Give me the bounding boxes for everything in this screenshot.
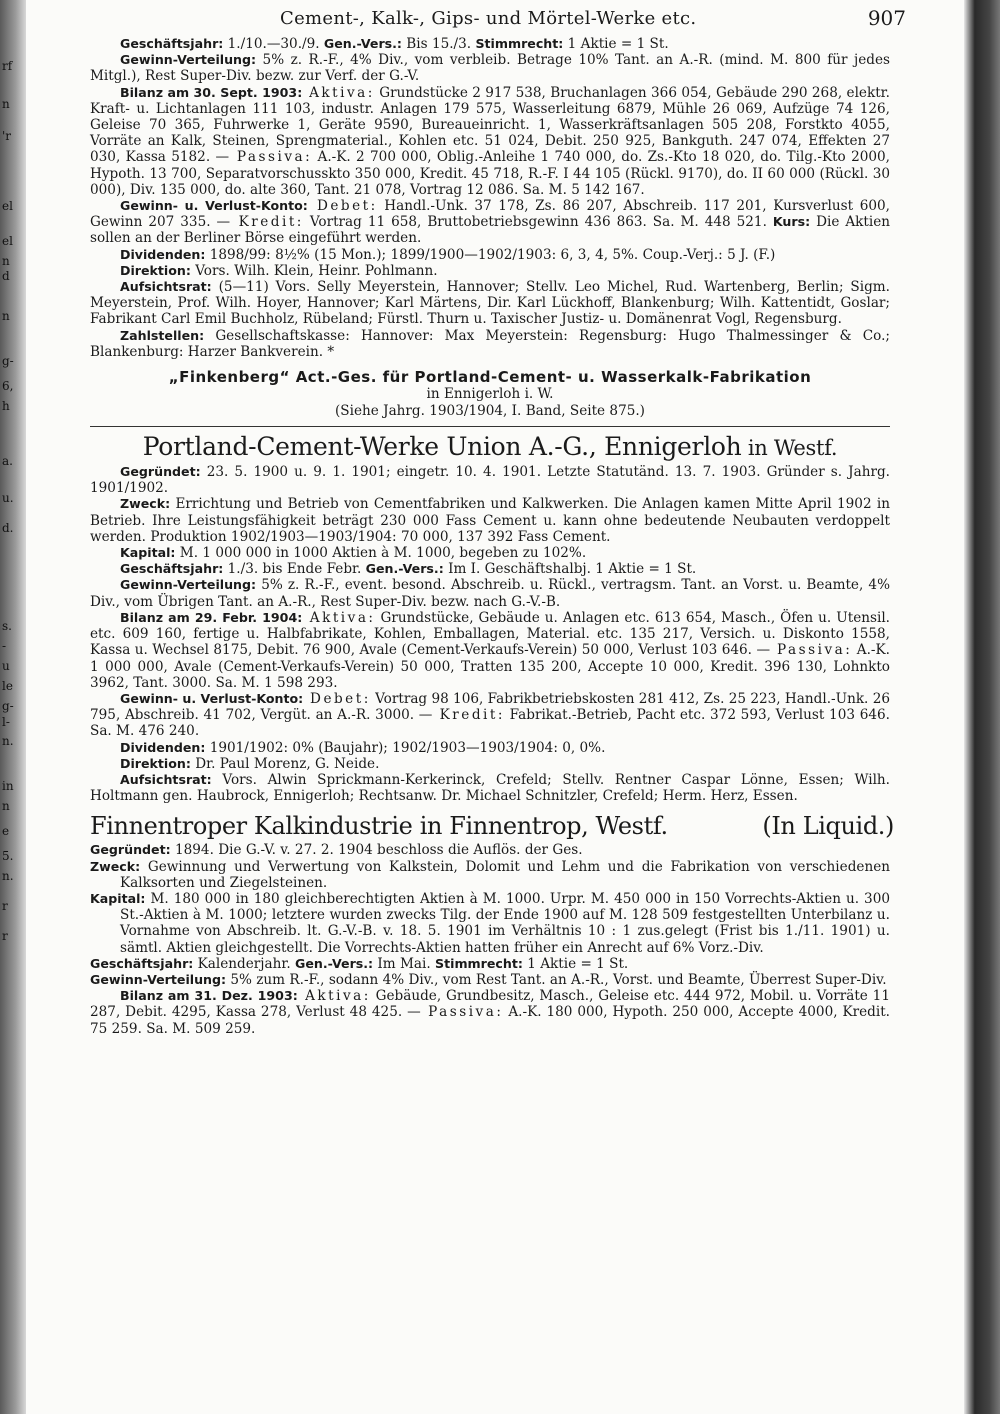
page-content — [90, 6, 906, 1037]
gutter-fragment: n — [2, 254, 10, 268]
gutter-fragment: el — [2, 234, 13, 248]
gutter-fragment: d — [2, 269, 10, 283]
s1-bilanz: Bilanz am 30. Sept. 1903: Aktiva: Grundstücke 2 917 538, Bruchanlagen 366 054, Gebäude 290 268, elektr. Kraft- u. Lichtanlagen 111 103, industr. Anlagen 179 575, Wasserleitung 6879, Mühle 26 069, Aufzüge 74 126, Geleise 70 365, Fuhrwerke 1, Geräte 9590, Bureaueinricht. 1, Wasserkräftsanlagen 505 208, Forstkto 4055, Vorräte an Kalk, Steinen, Sprengmaterial., Kohlen etc. 51 024, Debit. 250 925, Bankguth. 247 074, Effekten 27 030, Kassa 5182. — Passiva: A.-K. 2 700 000, Oblig.-Anleihe 1 740 000, do. Zs.-Kto 18 020, do. Tilg.-Kto 2000, Hypoth. 13 700, Separatvorschusskto 350 000, Kredit. 45 718, R.-F. I 44 105 (Rückl. 9170), do. II 60 000 (Rückl. 30 000), Div. 135 000, do. alte 360, Tant. 21 078, Vortrag 12 086. Sa. M. 5 142 167. — [90, 84, 891, 198]
finnentrop-title: Finnentroper Kalkindustrie in Finnentrop, Westf. (In Liquid.) — [90, 812, 894, 841]
gutter-fragment: n — [2, 309, 10, 323]
gutter-fragment: r — [2, 929, 8, 943]
finnentrop-zweck: Zweck: Gewinnung und Verwertung von Kalkstein, Dolomit und Lehm und die Fabrikation von verschiedenen Kalksorten und Ziegelsteinen. — [90, 858, 890, 891]
s1-gewinn-verteilung: Gewinn-Verteilung: 5% z. R.-F., 4% Div., vom verbleib. Betrage 10% Tant. an A.-R. (mind. M. 800 für jedes Mitgl.), Rest Super-Div. bezw. zur Verf. der G.-V. — [90, 52, 890, 85]
gutter-fragment: n — [2, 97, 10, 111]
right-binding-edge — [964, 0, 1000, 1414]
s1-geschaeftsjahr: Geschäftsjahr: 1./10.—30./9. Gen.-Vers.: Bis 15./3. Stimmrecht: 1 Aktie = 1 St. — [120, 36, 669, 52]
gutter-fragment: - — [2, 639, 7, 653]
union-aufsichtsrat: Aufsichtsrat: Vors. Alwin Sprickmann-Kerkerinck, Crefeld; Stellv. Rentner Caspar Lönne, Essen; Wilh. Holtmann gen. Haubrock, Ennigerloh; Rechtsanw. Dr. Michael Schnitzler, Crefeld; Herm. Herz, Essen. — [90, 771, 890, 805]
left-gutter-text — [0, 0, 16, 1414]
gutter-fragment: l- — [2, 715, 10, 729]
finnentrop-gewinn-verteilung: Gewinn-Verteilung: 5% zum R.-F., sodann 4% Div., vom Rest Tant. an A.-R., Vorst. und Beamte, Überrest Super-Div. — [90, 971, 887, 988]
union-title: Portland-Cement-Werke Union A.-G., Ennigerloh in Westf. — [142, 432, 838, 462]
gutter-fragment: d. — [2, 521, 14, 535]
union-dividenden: Dividenden: 1901/1902: 0% (Baujahr); 1902/1903—1903/1904: 0, 0%. — [120, 739, 606, 756]
union-direktion: Direktion: Dr. Paul Morenz, G. Neide. — [120, 755, 380, 772]
union-zweck: Zweck: Errichtung und Betrieb von Cementfabriken und Kalkwerken. Die Anlagen kamen Mitte April 1902 in Betrieb. Ihre Leistungsfähigkeit beträgt 230 000 Fass Cement u. kann ohne bedeutende Neubauten verdoppelt werden. Produktion 1902/1903—1903/1904: 70 000, 137 392 Fass Cement. — [90, 496, 890, 545]
gutter-fragment: g- — [2, 699, 14, 713]
s1-gewinn-verlust: Gewinn- u. Verlust-Konto: Debet: Handl.-Unk. 37 178, Zs. 86 207, Abschreib. 117 201, Kursverlust 600, Gewinn 207 335. — Kredit: Vortrag 11 658, Bruttobetriebsgewinn 436 863. Sa. M. 448 521. Kurs: Die Aktien sollen an der Berliner Börse eingeführt werden. — [90, 198, 890, 247]
gutter-fragment: n. — [2, 734, 14, 748]
gutter-fragment: n. — [2, 869, 14, 883]
gutter-fragment: in — [2, 779, 14, 793]
page-number: 907 — [867, 6, 906, 30]
s1-direktion: Direktion: Vors. Wilh. Klein, Heinr. Pohlmann. — [120, 262, 438, 279]
gutter-fragment: g- — [2, 354, 14, 368]
finnentrop-gegruendet: Gegründet: 1894. Die G.-V. v. 27. 2. 1904 beschloss die Auflös. der Ges. — [90, 842, 583, 859]
s1-zahlstellen: Zahlstellen: Gesellschaftskasse: Hannover: Max Meyerstein: Regensburg: Hugo Thalmessinger & Co.; Blankenburg: Harzer Bankverein. * — [90, 327, 890, 360]
gutter-fragment: 6, — [2, 379, 14, 393]
finkenberg-reference: (Siehe Jahrg. 1903/1904, I. Band, Seite 875.) — [334, 403, 645, 420]
finnentrop-bilanz: Bilanz am 31. Dez. 1903: Aktiva: Gebäude, Grundbesitz, Masch., Geleise etc. 444 972, Mobil. u. Vorräte 11 287, Debit. 4295, Kassa 278, Verlust 48 425. — Passiva: A.-K. 180 000, Hypoth. 250 000, Accepte 4000, Kredit. 75 259. Sa. M. 509 259. — [90, 988, 890, 1037]
union-bilanz: Bilanz am 29. Febr. 1904: Aktiva: Grundstücke, Gebäude u. Anlagen etc. 613 654, Masch., Öfen u. Utensil. etc. 609 160, fertige u. Halbfabrikate, Kohlen, Emballagen, Material. etc. 135 217, Versich. u. Diskonto 1558, Kassa u. Wechsel 8175, Debit. 76 900, Avale (Cement-Verkaufs-Verein) 50 000, Verlust 103 646. — Passiva: A.-K. 1 000 000, Avale (Cement-Verkaufs-Verein) 50 000, Tratten 135 200, Accepte 10 000, Kredit. 396 130, Lohnkto 3962, Tant. 3000. Sa. M. 1 598 293. — [90, 609, 890, 691]
running-title: Cement-, Kalk-, Gips- und Mörtel-Werke etc. — [280, 8, 697, 29]
gutter-fragment: a. — [2, 454, 13, 468]
s1-aufsichtsrat: Aufsichtsrat: (5—11) Vors. Selly Meyerstein, Hannover; Stellv. Leo Michel, Rud. Wartenberg, Berlin; Sigm. Meyerstein, Prof. Wilh. Hoyer, Hannover; Karl Märtens, Dir. Karl Lückhoff, Blankenburg; Wilh. Kattentidt, Goslar; Fabrikant Carl Emil Buchholz, Rübeland; Fürstl. Thurn u. Taxischer Justiz- u. Domänenrat Vogl, Regensburg. — [90, 279, 890, 328]
gutter-fragment: r — [2, 899, 8, 913]
union-geschaeftsjahr: Geschäftsjahr: 1./3. bis Ende Febr. Gen.-Vers.: Im I. Geschäftshalbj. 1 Aktie = 1 St. — [120, 561, 697, 578]
gutter-fragment: e — [2, 824, 10, 838]
union-gegruendet: Gegründet: 23. 5. 1900 u. 9. 1. 1901; eingetr. 10. 4. 1901. Letzte Statutänd. 13. 7. 1903. Gründer s. Jahrg. 1901/1902. — [90, 464, 890, 497]
finkenberg-location: in Ennigerloh i. W. — [426, 386, 554, 403]
gutter-fragment: rf — [2, 59, 13, 73]
finnentrop-geschaeftsjahr: Geschäftsjahr: Kalenderjahr. Gen.-Vers.: Im Mai. Stimmrecht: 1 Aktie = 1 St. — [90, 955, 629, 972]
liquidation-note: (In Liquid.) — [762, 812, 894, 841]
gutter-fragment: le — [2, 679, 13, 693]
s1-dividenden: Dividenden: 1898/99: 8½% (15 Mon.); 1899/1900—1902/1903: 6, 3, 4, 5%. Coup.-Verj.: 5 J. (F.) — [120, 246, 776, 263]
gutter-fragment: 5. — [2, 849, 14, 863]
section-divider — [90, 426, 890, 427]
gutter-fragment: h — [2, 399, 10, 413]
union-gewinn-verlust: Gewinn- u. Verlust-Konto: Debet: Vortrag 98 106, Fabrikbetriebskosten 281 412, Zs. 25 223, Handl.-Unk. 26 795, Abschreib. 41 702, Vergüt. an A.-R. 3000. — Kredit: Fabrikat.-Betrieb, Pacht etc. 372 593, Verlust 103 646. Sa. M. 476 240. — [90, 690, 890, 740]
gutter-fragment: u. — [2, 491, 14, 505]
running-header — [90, 6, 906, 36]
finkenberg-title: „Finkenberg“ Act.-Ges. für Portland-Cement- u. Wasserkalk-Fabrikation — [168, 368, 812, 387]
gutter-fragment: 'r — [2, 129, 12, 143]
union-gewinn-verteilung: Gewinn-Verteilung: 5% z. R.-F., event. besond. Abschreib. u. Rückl., vertragsm. Tant. an Vorst. u. Beamte, 4% Div., vom Übrigen Tant. an A.-R., Rest Super-Div. bezw. nach G.-V.-B. — [90, 577, 890, 610]
gutter-fragment: u — [2, 659, 10, 673]
gutter-fragment: n — [2, 799, 10, 813]
gutter-fragment: s. — [2, 619, 12, 633]
finnentrop-kapital: Kapital: M. 180 000 in 180 gleichberechtigten Aktien à M. 1000. Urpr. M. 450 000 in 150 Vorrechts-Aktien u. 300 St.-Aktien à M. 1000; letztere wurden zwecks Tilg. der Ende 1900 auf M. 128 509 festgestellten Unterbilanz u. Vornahme von Abschreib. lt. G.-V.-B. v. 18. 5. 1901 im Verhältnis 10 : 1 zus.gelegt (Frist bis 1./11. 1901) u. sämtl. Aktien gleichgestellt. Die Vorrechts-Aktien hatten früher ein Anrecht auf 6% Vorz.-Div. — [90, 890, 890, 956]
union-kapital: Kapital: M. 1 000 000 in 1000 Aktien à M. 1000, begeben zu 102%. — [120, 545, 587, 562]
gutter-fragment: el — [2, 199, 13, 213]
